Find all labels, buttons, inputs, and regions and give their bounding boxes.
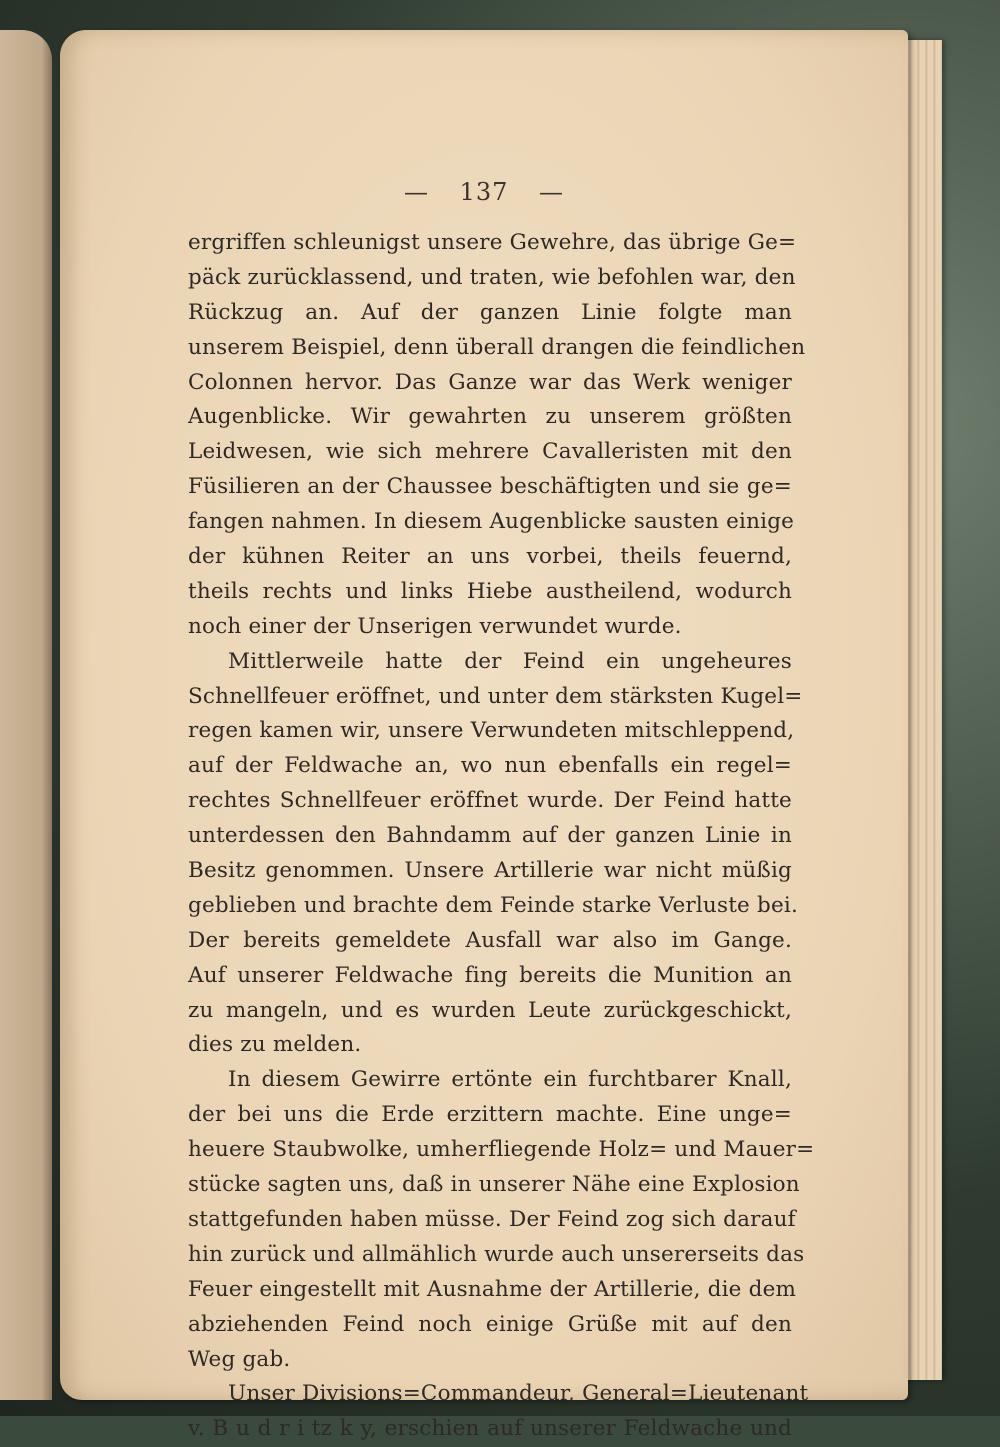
text-line: unserem Beispiel, denn überall drangen die feindlichen <box>188 334 806 360</box>
text-line: auf der Feldwache an, wo nun ebenfalls ein regel= <box>188 753 792 779</box>
text-line: Weg gab. <box>188 1346 291 1372</box>
text-line: v. B u d r i tz k y, erschien auf unserer Feldwache und <box>188 1416 792 1442</box>
text-line: Füsilieren an der Chaussee beschäftigten und sie ge= <box>188 474 792 500</box>
text-line: zu mangeln, und es wurden Leute zurückgeschickt, <box>188 997 792 1023</box>
book-page <box>60 30 908 1442</box>
text-line: abziehenden Feind noch einige Grüße mit auf den <box>188 1311 792 1337</box>
text-line: noch einer der Unserigen verwundet wurde. <box>188 613 682 639</box>
page-number-header <box>60 178 908 206</box>
text-line: hin zurück und allmählich wurde auch unsererseits das <box>188 1241 805 1267</box>
text-line: fangen nahmen. In diesem Augenblicke sausten einige <box>188 509 795 535</box>
text-line: In diesem Gewirre ertönte ein furchtbarer Knall, <box>228 1067 792 1093</box>
text-line: stücke sagten uns, daß in unserer Nähe eine Explosion <box>188 1172 800 1198</box>
page-number-dash-right: — <box>539 178 565 206</box>
text-line: stattgefunden haben müsse. Der Feind zog sich darauf <box>188 1206 796 1232</box>
text-line: dies zu melden. <box>188 1032 362 1058</box>
text-line: Schnellfeuer eröffnet, und unter dem stärksten Kugel= <box>188 683 803 709</box>
text-line: theils rechts und links Hiebe austheilend, wodurch <box>188 578 792 604</box>
previous-page-edge <box>0 30 52 1400</box>
text-line: Leidwesen, wie sich mehrere Cavalleristen mit den <box>188 439 792 465</box>
page-number: 137 <box>459 178 509 206</box>
text-line: Colonnen hervor. Das Ganze war das Werk weniger <box>188 369 792 395</box>
text-line: Mittlerweile hatte der Feind ein ungeheures <box>228 648 792 674</box>
page-number-dash-left: — <box>403 178 429 206</box>
text-line: Rückzug an. Auf der ganzen Linie folgte man <box>188 299 792 325</box>
text-line: der bei uns die Erde erzittern machte. Eine unge= <box>188 1102 792 1128</box>
text-line: rechtes Schnellfeuer eröffnet wurde. Der Feind hatte <box>188 788 792 814</box>
text-line: Augenblicke. Wir gewahrten zu unserem größten <box>188 404 792 430</box>
text-line: unterdessen den Bahndamm auf der ganzen Linie in <box>188 823 792 849</box>
text-line: geblieben und brachte dem Feinde starke Verluste bei. <box>188 892 799 918</box>
text-line: Der bereits gemeldete Ausfall war also im Gange. <box>188 927 792 953</box>
text-line: heuere Staubwolke, umherfliegende Holz= und Mauer= <box>188 1137 815 1163</box>
text-line: Unser Divisions=Commandeur, General=Lieutenant <box>228 1381 809 1407</box>
body-text <box>188 226 815 1447</box>
text-line: Besitz genommen. Unsere Artillerie war nicht müßig <box>188 858 792 884</box>
text-line: der kühnen Reiter an uns vorbei, theils feuernd, <box>188 544 792 570</box>
text-line: Auf unserer Feldwache fing bereits die Munition an <box>188 962 792 988</box>
text-line: Feuer eingestellt mit Ausnahme der Artillerie, die dem <box>188 1276 797 1302</box>
text-line: päck zurücklassend, und traten, wie befohlen war, den <box>188 264 796 290</box>
text-line: ergriffen schleunigst unsere Gewehre, das übrige Ge= <box>188 230 797 255</box>
text-line: regen kamen wir, unsere Verwundeten mitschleppend, <box>188 718 795 744</box>
